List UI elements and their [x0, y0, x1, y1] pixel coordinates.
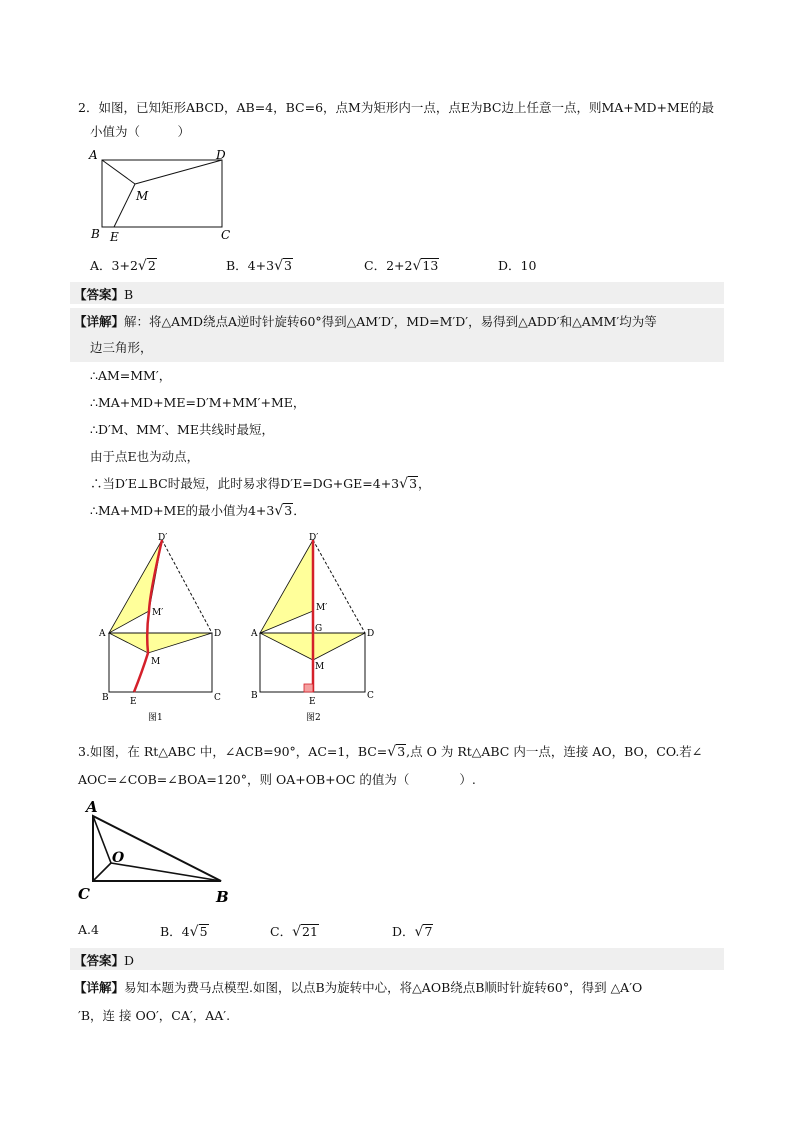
q2-detail-line2: 边三角形， — [90, 340, 153, 355]
q2-figure2 — [248, 532, 388, 724]
fig2-label-a: A — [251, 629, 258, 639]
q2-step1: ∴AM=MM′， — [90, 368, 172, 383]
fig2-label-d: D — [367, 629, 375, 639]
q3-label-b: B — [216, 888, 229, 906]
q3-stem-line1: 3.如图，在 Rt△ABC 中，∠ACB=90°，AC=1，BC=√3,点 O 为 Rt△ABC 内一点，连接 AO，BO，CO.若∠ — [78, 744, 703, 760]
q2-option-c: C．2+2√13 — [364, 258, 439, 274]
q3-detail-line2: ′B，连 接 OO′，CA′，AA′. — [78, 1008, 231, 1023]
q2-step4: 由于点E也为动点， — [90, 449, 200, 464]
q2-label-d: D — [216, 148, 226, 162]
fig1-label-dp: D′ — [158, 533, 168, 543]
q3-label-o: O — [112, 850, 125, 866]
q2-option-b: B．4+3√3 — [226, 258, 292, 274]
fig1-label-d: D — [214, 629, 222, 639]
q3-stem-line2: AOC=∠COB=∠BOA=120°，则 OA+OB+OC 的值为（ ）. — [78, 772, 476, 787]
q3-detail-line1: 【详解】易知本题为费马点模型.如图，以点B为旋转中心，将△AOB绕点B顺时针旋转60°，得到 △A′O — [74, 980, 643, 995]
fig1-label-a: A — [99, 629, 106, 639]
q2-label-m: M — [136, 189, 149, 203]
fig2-label-e: E — [309, 697, 316, 707]
fig1-label-m: M — [151, 657, 161, 667]
fig2-label-mp: M′ — [316, 603, 328, 613]
fig1-label-c: C — [214, 693, 221, 703]
q3-figure — [74, 796, 244, 908]
q2-stem-line2: 小值为（ ） — [90, 124, 191, 139]
q3-answer: 【答案】D — [74, 953, 135, 968]
q2-label-b: B — [91, 227, 100, 241]
q2-label-e: E — [110, 230, 119, 244]
fig2-caption: 图2 — [306, 713, 321, 723]
fig1-label-b: B — [102, 693, 109, 703]
q2-answer: 【答案】B — [74, 287, 134, 302]
q3-label-a: A — [86, 798, 98, 816]
q3-label-c: C — [78, 885, 90, 903]
fig1-label-e: E — [130, 697, 137, 707]
q3-option-c: C．√21 — [270, 924, 318, 940]
q2-option-a: A．3+2√2 — [90, 258, 156, 274]
q2-detail-line1: 【详解】解：将△AMD绕点A逆时针旋转60°得到△AM′D′，MD=M′D′，易得到△ADD′和△AMM′均为等 — [74, 314, 657, 329]
q2-step5: ∴当D′E⊥BC时最短，此时易求得D′E=DG+GE=4+3√3， — [90, 476, 431, 492]
fig1-label-mp: M′ — [152, 608, 164, 618]
fig1-caption: 图1 — [148, 713, 163, 723]
fig2-label-b: B — [251, 691, 258, 701]
fig2-label-m: M — [315, 662, 325, 672]
fig2-label-c: C — [367, 691, 374, 701]
q2-step6: ∴MA+MD+ME的最小值为4+3√3． — [90, 503, 306, 519]
fig2-label-g: G — [315, 624, 323, 634]
q2-figure1 — [96, 532, 236, 724]
q2-option-d: D．10 — [498, 258, 537, 273]
q2-label-a: A — [89, 148, 98, 162]
q2-figure — [85, 145, 245, 245]
q2-label-c: C — [221, 228, 231, 242]
q3-answer-band — [70, 948, 724, 970]
q2-step3: ∴D′M、MM′、ME共线时最短， — [90, 422, 274, 437]
q3-option-a: A.4 — [78, 922, 99, 937]
q3-option-d: D．√7 — [392, 924, 433, 940]
fig2-label-dp: D′ — [309, 533, 319, 543]
q2-step2: ∴MA+MD+ME=D′M+MM′+ME， — [90, 395, 306, 410]
q2-rectangle — [102, 160, 222, 227]
q2-stem-line1: 2．如图，已知矩形ABCD，AB=4，BC=6，点M为矩形内一点，点E为BC边上任意一点，则MA+MD+ME的最 — [78, 100, 714, 115]
q2-answer-band — [70, 282, 724, 304]
q3-option-b: B．4√5 — [160, 924, 208, 940]
